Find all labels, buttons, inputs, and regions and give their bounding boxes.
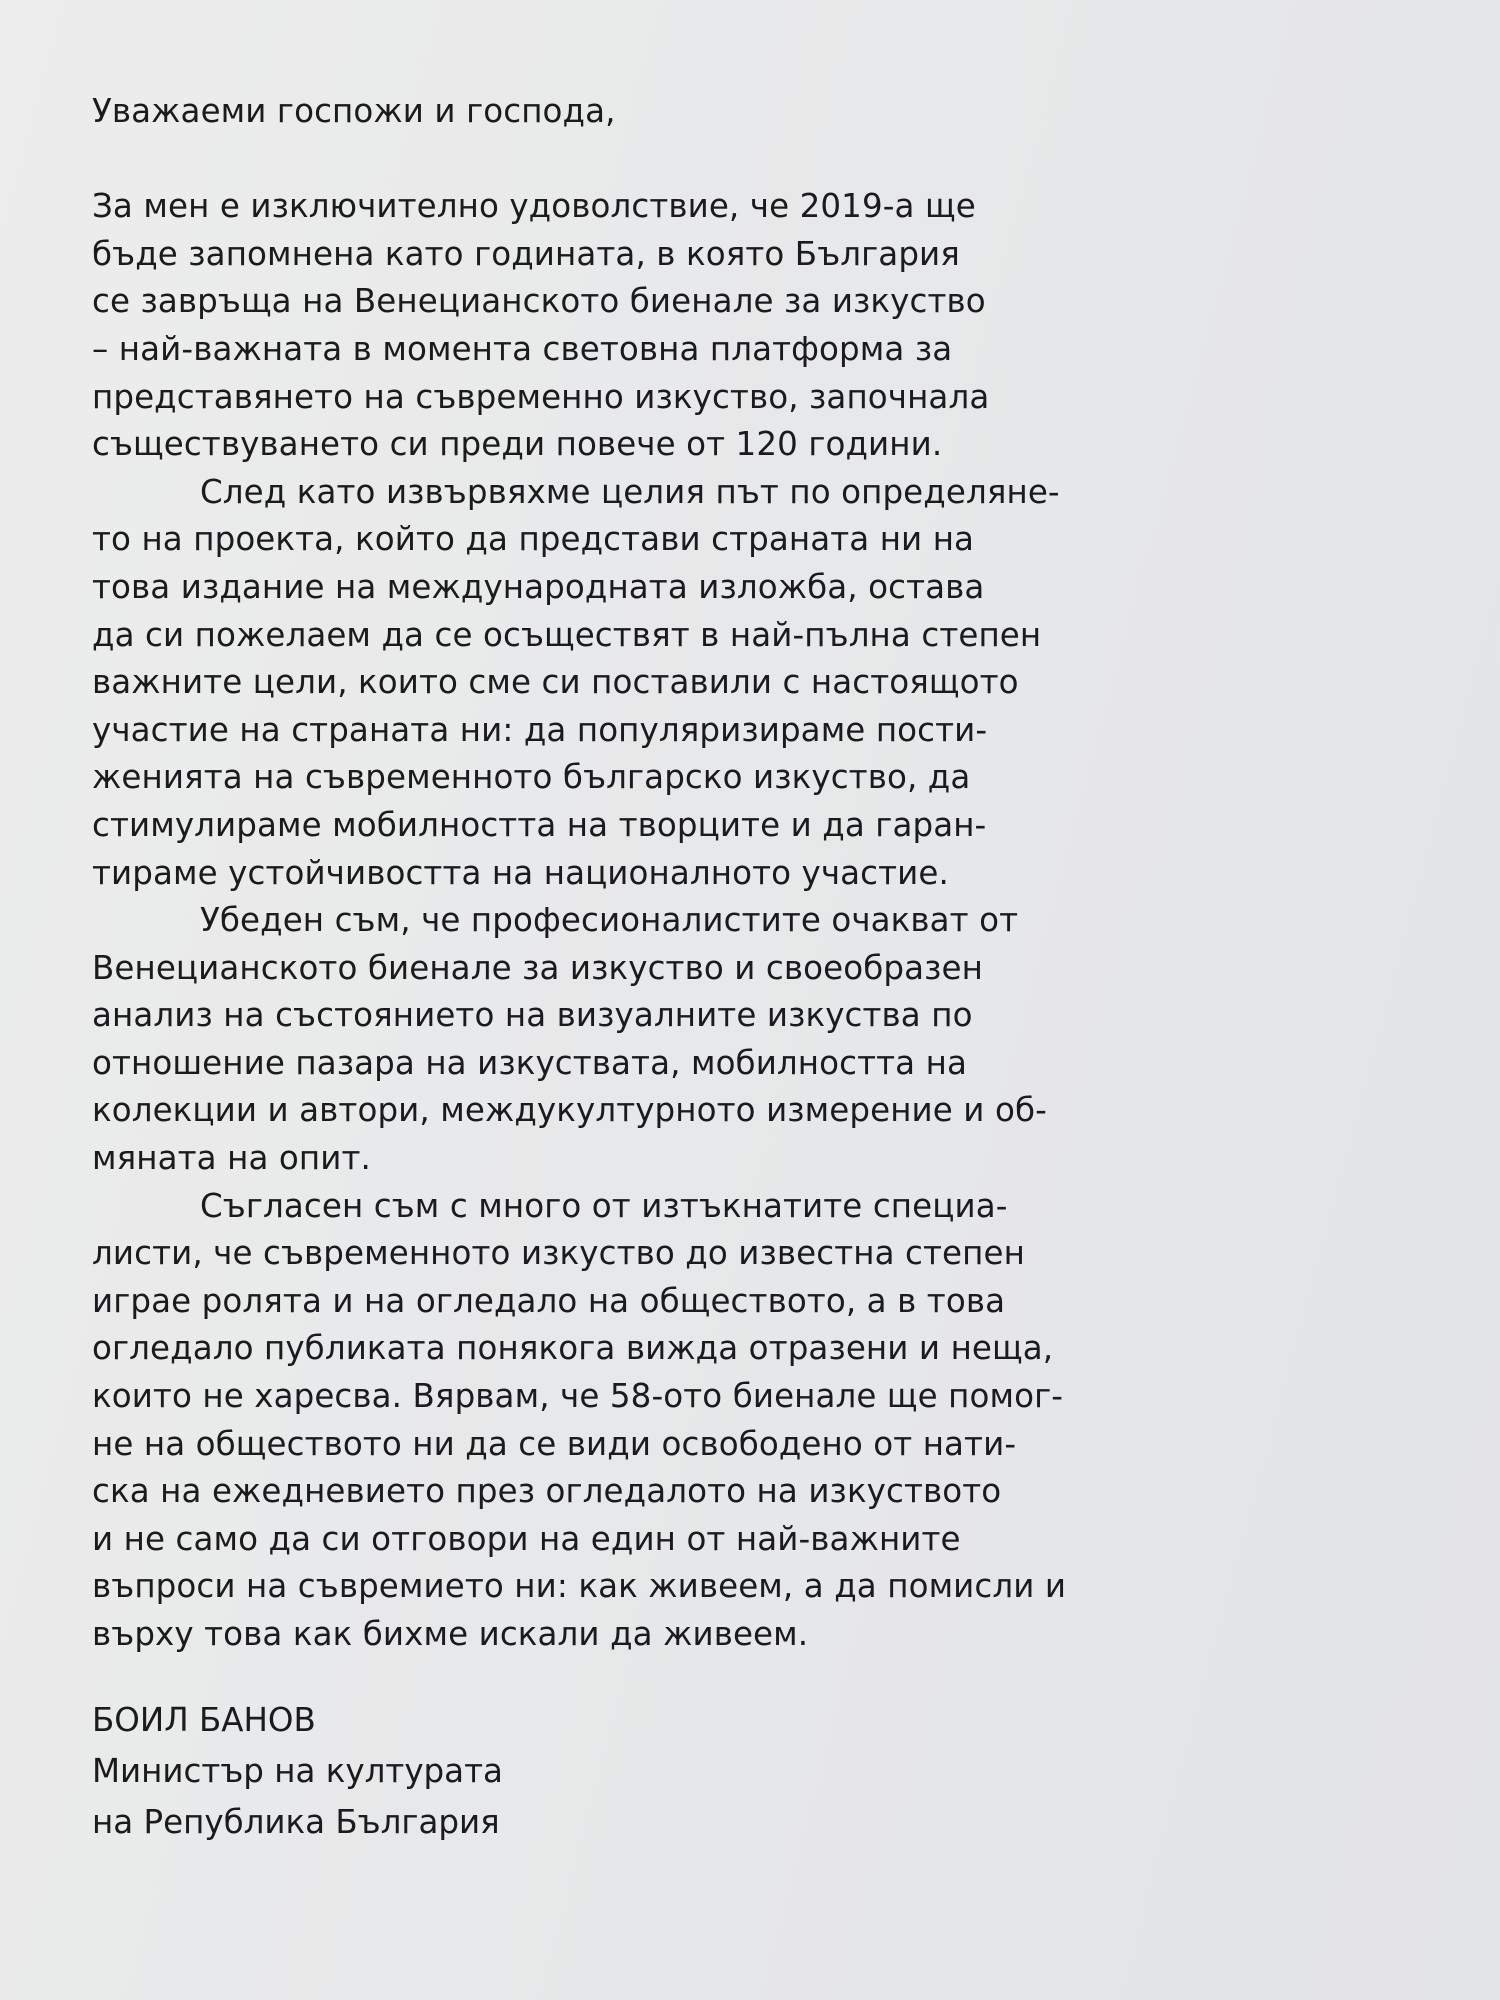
paragraph-line: играе ролята и на огледало на обществото, а в това bbox=[92, 1281, 1006, 1320]
paragraph-line: огледало публиката понякога вижда отразени и неща, bbox=[92, 1329, 1054, 1368]
letter-page bbox=[92, 88, 1252, 1848]
paragraph-line: тираме устойчивостта на националното участие. bbox=[92, 853, 949, 892]
paragraph-line: стимулираме мобилността на творците и да гаран- bbox=[92, 805, 987, 844]
paragraph-line: участие на страната ни: да популяризираме пости- bbox=[92, 710, 988, 749]
paragraph-3 bbox=[92, 897, 1252, 1183]
signatory-name: БОИЛ БАНОВ bbox=[92, 1700, 316, 1739]
paragraph-line: – най-важната в момента световна платформа за bbox=[92, 329, 953, 368]
paragraph-line: След като извървяхме целия път по определяне- bbox=[200, 472, 1060, 511]
paragraph-line: се завръща на Венецианското биенале за изкуство bbox=[92, 282, 986, 321]
signatory-title: Министър на културата bbox=[92, 1751, 503, 1790]
paragraph-line: които не харесва. Вярвам, че 58-ото биенале ще помог- bbox=[92, 1377, 1064, 1416]
paragraph-line: отношение пазара на изкуствата, мобилността на bbox=[92, 1043, 967, 1082]
paragraph-line: Съгласен съм с много от изтъкнатите специа- bbox=[200, 1186, 1008, 1225]
paragraph-line: ска на ежедневието през огледалото на изкуството bbox=[92, 1472, 1002, 1511]
paragraph-line: листи, че съвременното изкуство до известна степен bbox=[92, 1234, 1025, 1273]
paragraph-2 bbox=[92, 469, 1252, 897]
paragraph-line: важните цели, които сме си поставили с настоящото bbox=[92, 663, 1019, 702]
paragraph-line: представянето на съвременно изкуство, започнала bbox=[92, 377, 990, 416]
paragraph-line: колекции и автори, междукултурното измерение и об- bbox=[92, 1091, 1047, 1130]
paragraph-4 bbox=[92, 1183, 1252, 1659]
paragraph-line: то на проекта, който да представи страната ни на bbox=[92, 520, 975, 559]
signatory-title-country: на Република България bbox=[92, 1802, 500, 1841]
paragraph-line: Убеден съм, че професионалистите очакват от bbox=[200, 901, 1019, 940]
salutation: Уважаеми госпожи и господа, bbox=[92, 92, 616, 130]
paragraph-line: не на обществото ни да се види освободено от нати- bbox=[92, 1424, 1017, 1463]
paragraph-1 bbox=[92, 183, 1252, 469]
spacer bbox=[92, 136, 1252, 184]
paragraph-line: това издание на международната изложба, остава bbox=[92, 567, 985, 606]
paragraph-line: мяната на опит. bbox=[92, 1139, 371, 1178]
paragraph-line: анализ на състоянието на визуалните изкуства по bbox=[92, 996, 973, 1035]
paragraph-line: да си пожелаем да се осъществят в най-пълна степен bbox=[92, 615, 1042, 654]
paragraph-line: върху това как бихме искали да живеем. bbox=[92, 1615, 809, 1653]
paragraph-line: бъде запомнена като годината, в която България bbox=[92, 234, 960, 273]
paragraph-line: и не само да си отговори на един от най-важните bbox=[92, 1519, 961, 1558]
paragraph-line: Венецианското биенале за изкуство и своеобразен bbox=[92, 948, 983, 987]
signature-block bbox=[92, 1695, 1252, 1848]
paragraph-line: женията на съвременното българско изкуство, да bbox=[92, 758, 971, 797]
paragraph-line: За мен е изключително удоволствие, че 2019-а ще bbox=[92, 187, 976, 226]
paragraph-line: съществуването си преди повече от 120 години. bbox=[92, 425, 943, 464]
paragraph-line: въпроси на съвремието ни: как живеем, а да помисли и bbox=[92, 1567, 1067, 1606]
